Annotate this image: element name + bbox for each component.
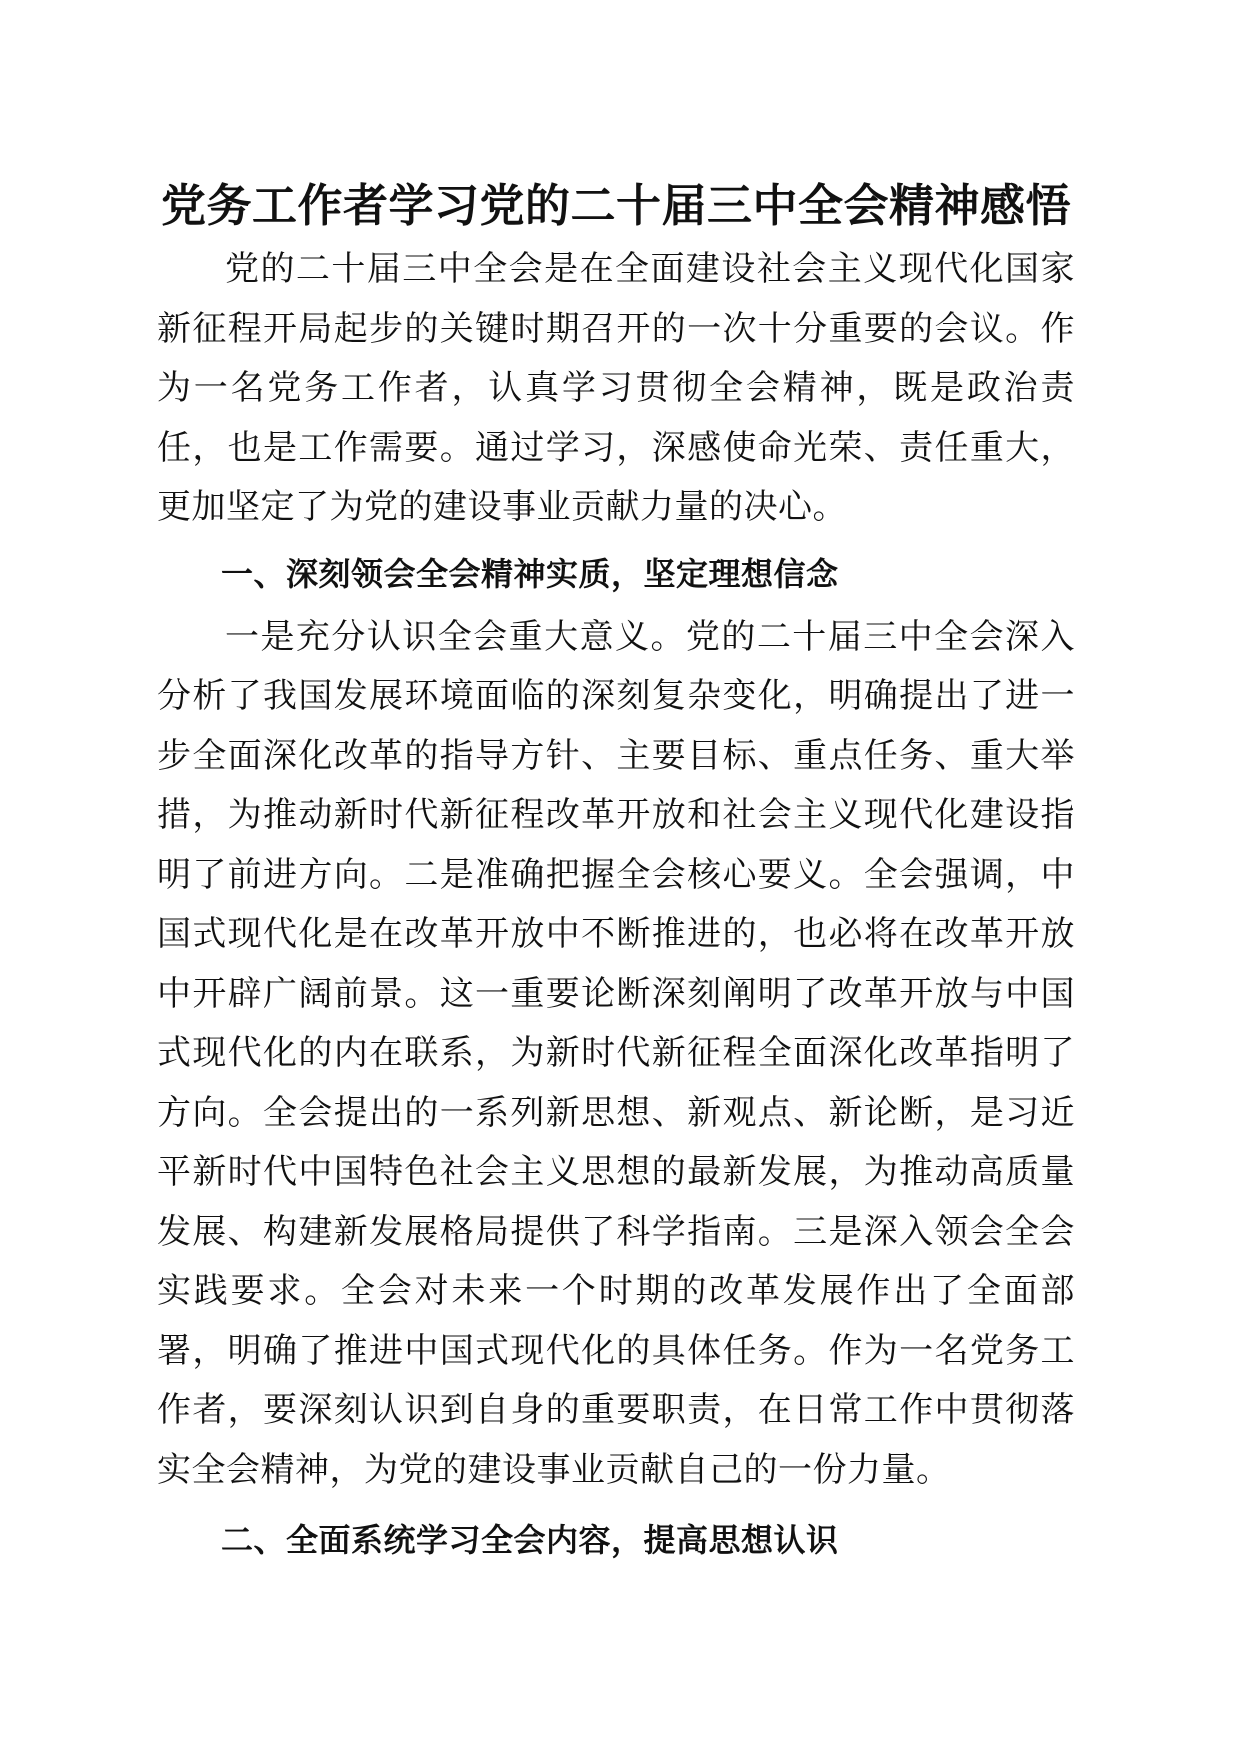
section-heading-2: 二、全面系统学习全会内容，提高思想认识 [221,1521,839,1559]
intro-paragraph: 党的二十届三中全会是在全面建设社会主义现代化国家新征程开局起步的关键时期召开的一次十分重要的会议。作为一名党务工作者，认真学习贯彻全会精神，既是政治责任，也是工作需要。通过学习，深感使命光荣、责任重大，更加坚定了为党的建设事业贡献力量的决心。 [157,249,1075,527]
document-title: 党务工作者学习党的二十届三中全会精神感悟 [160,179,1071,232]
section-body-1: 一是充分认识全会重大意义。党的二十届三中全会深入分析了我国发展环境面临的深刻复杂变化，明确提出了进一步全面深化改革的指导方针、主要目标、重点任务、重大举措，为推动新时代新征程改革开放和社会主义现代化建设指明了前进方向。二是准确把握全会核心要义。全会强调，中国式现代化是在改革开放中不断推进的，也必将在改革开放中开辟广阔前景。这一重要论断深刻阐明了改革开放与中国式现代化的内在联系，为新时代新征程全面深化改革指明了方向。全会提出的一系列新思想、新观点、新论断，是习近平新时代中国特色社会主义思想的最新发展，为推动高质量发展、构建新发展格局提供了科学指南。三是深入领会全会实践要求。全会对未来一个时期的改革发展作出了全面部署，明确了推进中国式现代化的具体任务。作为一名党务工作者，要深刻认识到自身的重要职责，在日常工作中贯彻落实全会精神，为党的建设事业贡献自己的一份力量。 [157,616,1075,1490]
document-page [157,178,1075,1570]
section-heading-1: 一、深刻领会全会精神实质，坚定理想信念 [221,554,839,593]
